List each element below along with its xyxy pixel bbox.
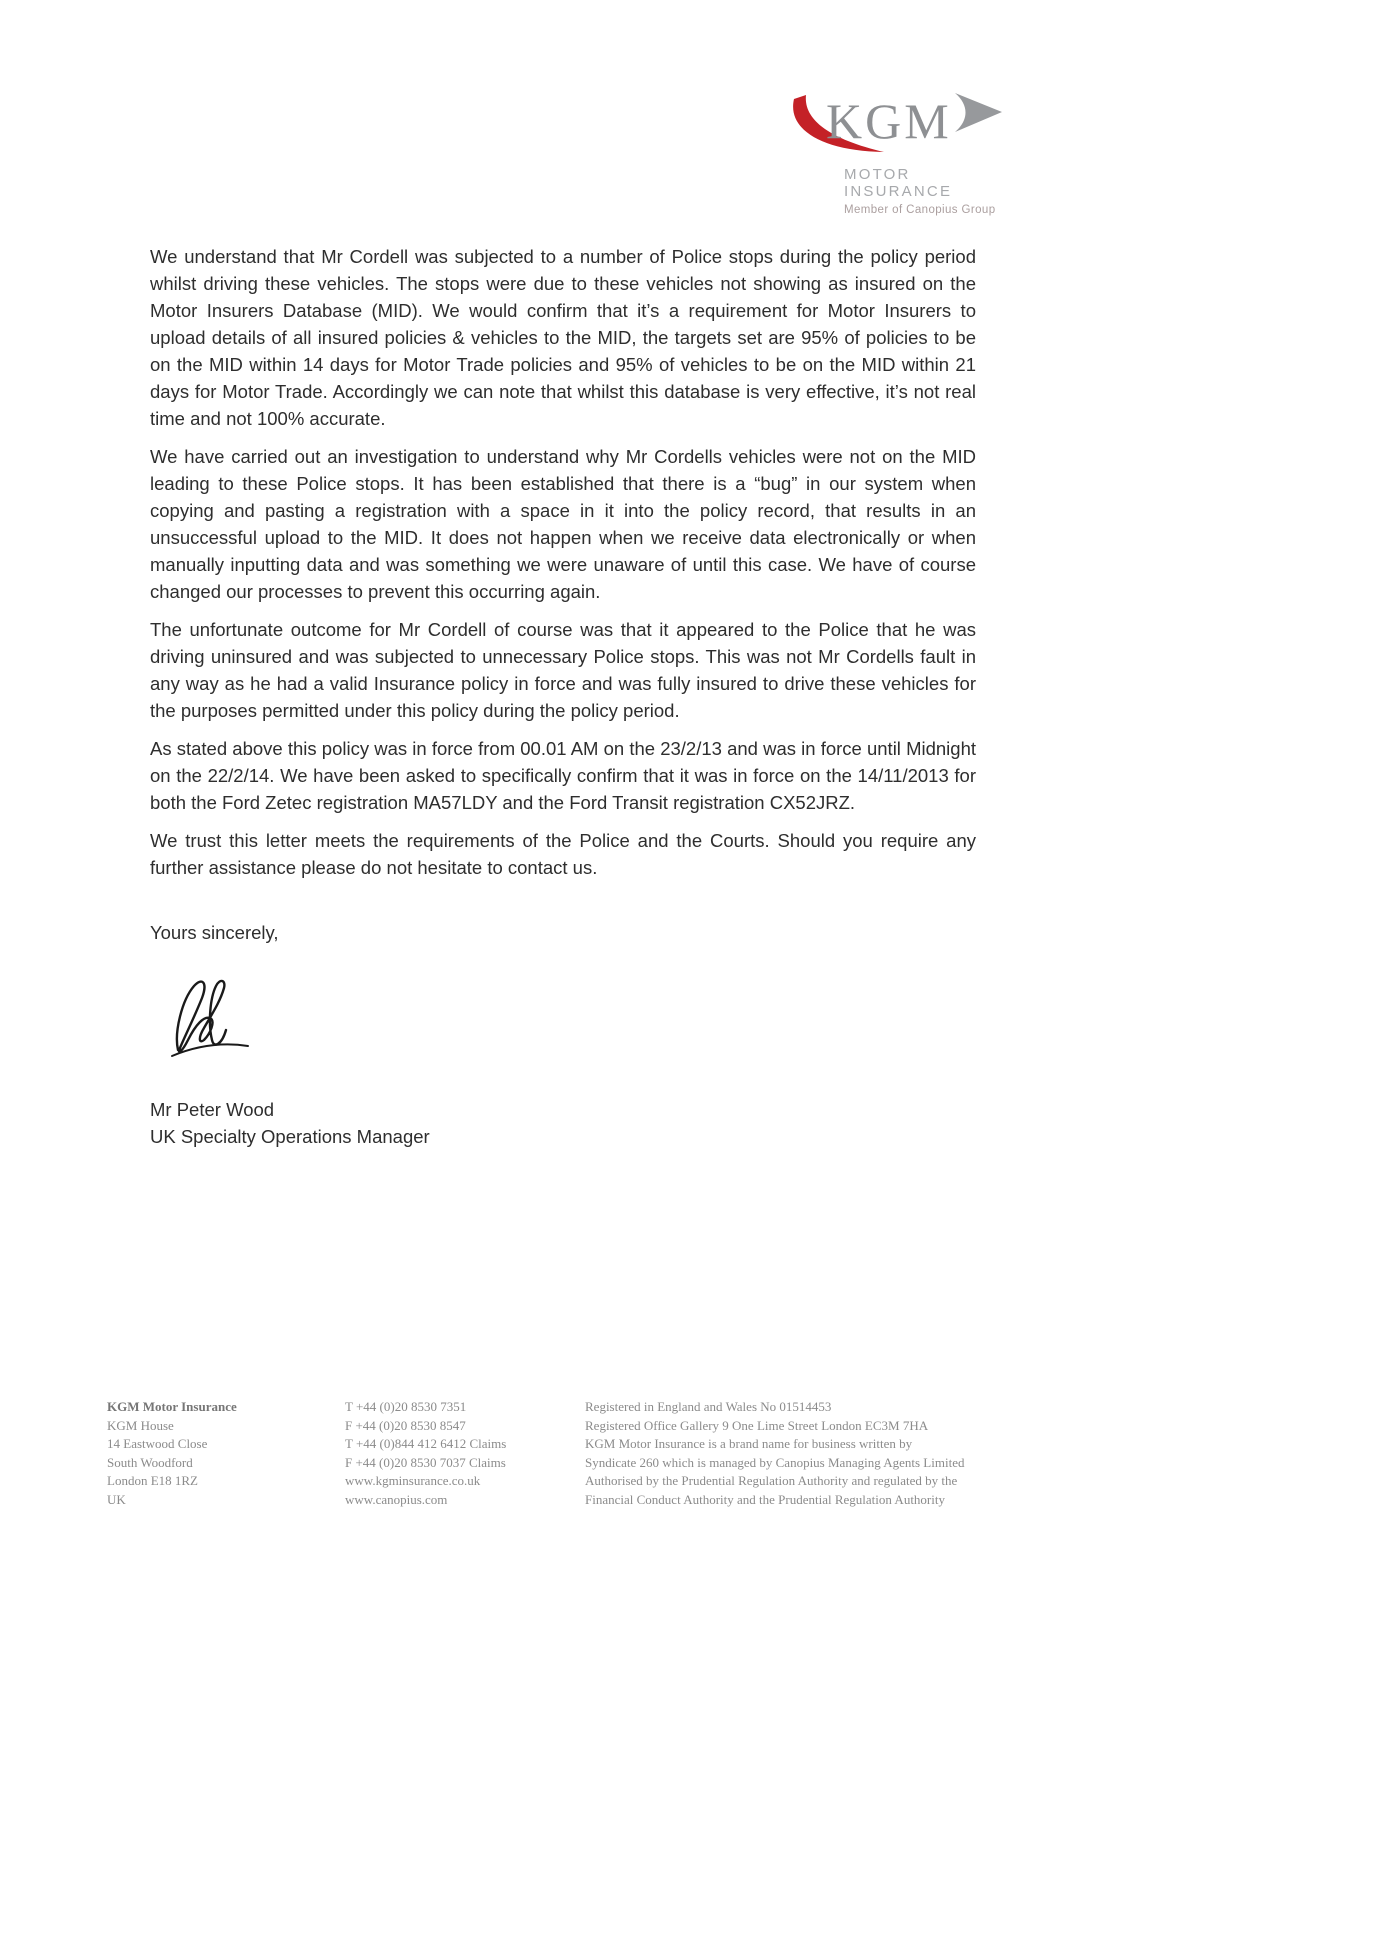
footer-address-line: 14 Eastwood Close: [107, 1436, 208, 1451]
footer-address-line: South Woodford: [107, 1454, 193, 1470]
footer-address: [107, 1398, 345, 1509]
closing-salutation: Yours sincerely,: [150, 922, 279, 943]
footer-address-line: KGM House: [107, 1417, 174, 1433]
signature-image: [164, 972, 976, 1064]
footer: [107, 1398, 1297, 1509]
logo-tagline: MOTOR INSURANCE: [844, 166, 953, 200]
footer-address-title: KGM Motor Insurance: [107, 1399, 237, 1414]
footer-contact-line: T +44 (0)20 8530 7351: [345, 1399, 467, 1414]
logo-subline: Member of Canopius Group: [844, 204, 996, 216]
signature-scribble: [164, 972, 274, 1064]
footer-legal-line: Registered Office Gallery 9 One Lime Street London EC3M 7HA: [585, 1417, 929, 1433]
footer-legal-line: Authorised by the Prudential Regulation Authority and regulated by the: [585, 1473, 958, 1488]
footer-contact-line: www.canopius.com: [345, 1491, 448, 1507]
letter-body: [150, 243, 976, 1150]
signatory-title: UK Specialty Operations Manager: [150, 1126, 430, 1147]
footer-contact-line: www.kgminsurance.co.uk: [345, 1473, 481, 1488]
footer-legal-line: Syndicate 260 which is managed by Canopius Managing Agents Limited: [585, 1454, 965, 1470]
footer-contact: [345, 1398, 585, 1509]
letter-paragraph-5: We trust this letter meets the requirements of the Police and the Courts. Should you require any further assistance please do not hesitate to contact us.: [150, 830, 976, 878]
kgm-logo-gray-swoosh: [955, 93, 1002, 132]
signatory-block: [150, 1096, 976, 1150]
footer-legal: [585, 1398, 1297, 1509]
letter-paragraph-1: We understand that Mr Cordell was subjected to a number of Police stops during the policy period whilst driving these vehicles. The stops were due to these vehicles not showing as insured on the Motor Insurers Database (MID). We would confirm that it’s a requirement for Motor Insurers to upload details of all insured policies & vehicles to the MID, the targets set are 95% of policies to be on the MID within 14 days for Motor Trade policies and 95% of vehicles to be on the MID within 21 days for Motor Trade. Accordingly we can note that whilst this database is very effective, it’s not real time and not 100% accurate.: [150, 246, 976, 429]
footer-contact-line: F +44 (0)20 8530 8547: [345, 1417, 466, 1433]
footer-legal-line: KGM Motor Insurance is a brand name for business written by: [585, 1436, 913, 1451]
footer-address-line: UK: [107, 1491, 126, 1507]
kgm-logo-graphic: [788, 85, 1006, 157]
signatory-name: Mr Peter Wood: [150, 1099, 275, 1120]
kgm-logo-text: KGM: [826, 93, 952, 149]
kgm-logo: [788, 85, 1018, 216]
footer-contact-line: F +44 (0)20 8530 7037 Claims: [345, 1454, 506, 1470]
letter-paragraph-4: As stated above this policy was in force from 00.01 AM on the 23/2/13 and was in force until Midnight on the 22/2/14. We have been asked to specifically confirm that it was in force on the 14/11/2013 for both the Ford Zetec registration MA57LDY and the Ford Transit registration CX52JRZ.: [150, 738, 976, 813]
footer-legal-line: Registered in England and Wales No 01514453: [585, 1399, 832, 1414]
letter-paragraph-3: The unfortunate outcome for Mr Cordell of course was that it appeared to the Police that he was driving uninsured and was subjected to unnecessary Police stops. This was not Mr Cordells fault in any way as he had a valid Insurance policy in force and was fully insured to drive these vehicles for the purposes permitted under this policy during the policy period.: [150, 619, 976, 721]
footer-legal-line: Financial Conduct Authority and the Prudential Regulation Authority: [585, 1491, 945, 1507]
footer-address-line: London E18 1RZ: [107, 1473, 198, 1488]
letter-paragraph-2: We have carried out an investigation to understand why Mr Cordells vehicles were not on the MID leading to these Police stops. It has been established that there is a “bug” in our system when copying and pasting a registration with a space in it into the policy record, that results in an unsuccessful upload to the MID. It does not happen when we receive data electronically or when manually inputting data and was something we were unaware of until this case. We have of course changed our processes to prevent this occurring again.: [150, 446, 976, 602]
footer-contact-line: T +44 (0)844 412 6412 Claims: [345, 1436, 507, 1451]
